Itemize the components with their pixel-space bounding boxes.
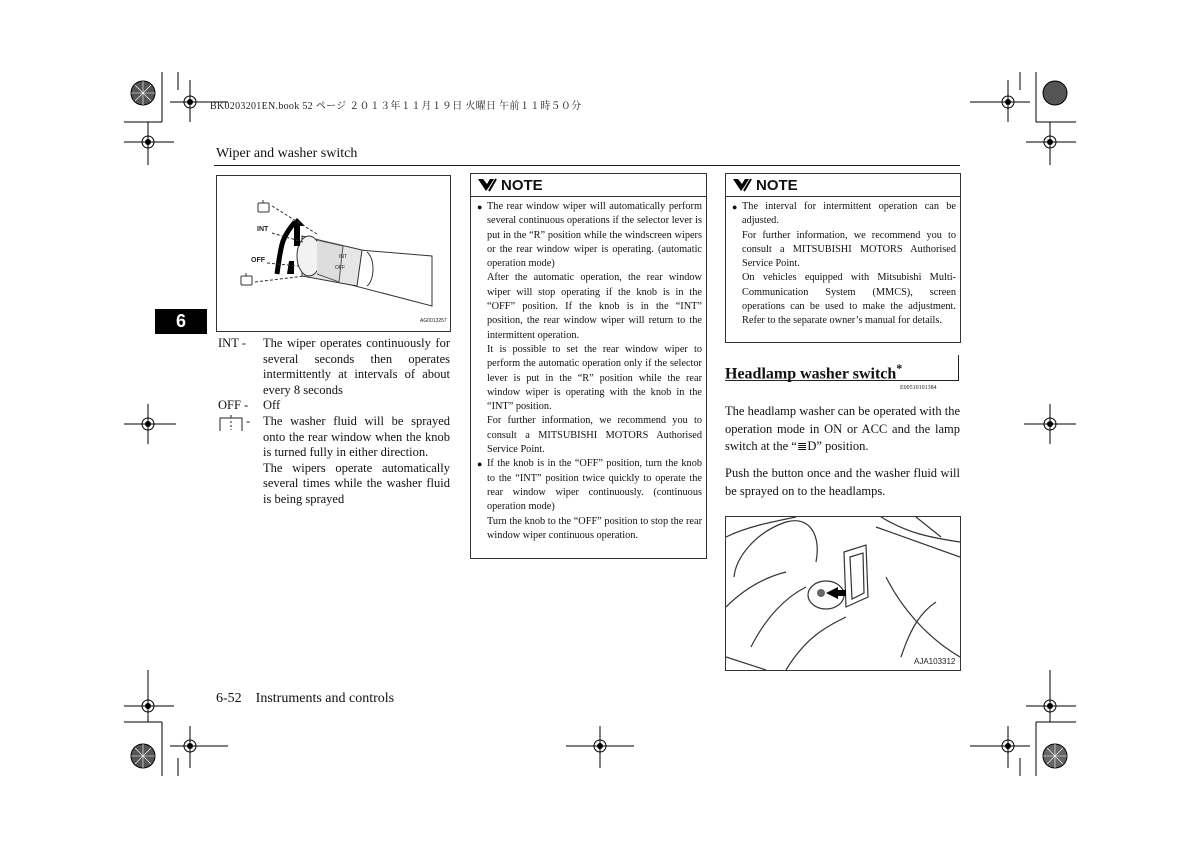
definition-row: [218, 461, 450, 508]
heading-text: Headlamp washer switch: [725, 365, 897, 383]
definition-row: [218, 336, 450, 398]
definition-desc: The wipers operate automatically several times while the washer fluid is being sprayed: [263, 460, 450, 506]
knob-off-label: OFF: [335, 265, 345, 271]
note-paragraph: Turn the knob to the “OFF” position to stop the rear window wiper continuous operation.: [487, 515, 702, 541]
bullet-dot: ●: [477, 459, 483, 470]
definition-term: [218, 461, 263, 508]
note-paragraph: If the knob is in the “OFF” position, turn the knob to the “INT” position twice quickly to operate the rear window wiper continuously. (continuous operation mode): [487, 458, 702, 513]
definition-row: [218, 398, 450, 414]
section-code: E00510101384: [900, 385, 937, 391]
note-header: [471, 174, 706, 197]
note-paragraph: After the automatic operation, the rear window wiper will stop operating if the knob is in the “OFF” position. If the knob is in the “INT” position, the rear window wiper will return to the intermittent operation.: [487, 272, 702, 341]
note-paragraph: The rear window wiper will automatically perform several continuous operations if the selector lever is put in the “R” position while the windscreen wipers or the rear window wiper is operating. (automatic operation mode): [487, 201, 702, 270]
print-info-header: BK0203201EN.book 52 ページ ２０１３年１１月１９日 火曜日 午前１１時５０分: [210, 101, 582, 112]
note-icon: [732, 177, 752, 193]
note-title: NOTE: [756, 176, 798, 194]
figure-code: AG0013257: [420, 318, 447, 324]
note-paragraph: On vehicles equipped with Mitsubishi Multi-Communication System (MMCS), screen operations can be used to make the adjustment. Refer to the separate owner’s manual for details.: [742, 272, 956, 327]
bullet-dot: ●: [732, 202, 738, 212]
definition-term: OFF -: [218, 398, 249, 413]
int-label: INT: [257, 226, 269, 233]
headlamp-washer-figure: [725, 516, 961, 671]
wiper-lever-figure: [216, 175, 451, 332]
rear-wiper-washer-icon: [258, 200, 269, 212]
note-bullet: [477, 457, 702, 543]
figure-code: AJA103312: [914, 657, 956, 666]
chapter-tab: 6: [155, 309, 207, 334]
off-label: OFF: [251, 257, 265, 264]
note-body: [471, 197, 706, 547]
headlamp-washer-heading: [725, 355, 959, 381]
definition-desc: The washer fluid will be sprayed onto the rear window when the knob is turned fully in either direction.: [263, 413, 450, 460]
page-number: 6-52: [216, 691, 242, 706]
note-bullet: [732, 200, 956, 329]
headlamp-paragraph-2: Push the button once and the washer fluid will be sprayed on to the headlamps.: [725, 466, 960, 498]
rear-wiper-washer-icon: [241, 273, 252, 285]
note-body: [726, 197, 960, 333]
wiper-definitions: [218, 336, 450, 508]
note-paragraph: For further information, we recommend you to consult a MITSUBISHI MOTORS Authorised Service Point.: [742, 229, 956, 270]
headlamp-symbol-icon: ≣D: [796, 439, 817, 453]
note-header: [726, 174, 960, 197]
definition-term: [218, 414, 263, 461]
note-box-rear-wiper: [470, 173, 707, 559]
paragraph-text-end: ” position.: [816, 439, 869, 453]
knob-int-label: INT: [339, 254, 348, 260]
note-box-interval: [725, 173, 961, 343]
optional-asterisk: *: [896, 361, 903, 375]
headlamp-paragraph-1: [725, 403, 960, 456]
header-rule: [214, 165, 960, 166]
note-title: NOTE: [501, 176, 543, 194]
chapter-title: Instruments and controls: [255, 691, 395, 706]
note-paragraph: The interval for intermittent operation can be adjusted.: [742, 201, 956, 227]
definition-term: INT -: [218, 336, 246, 350]
washer-icon: [218, 414, 244, 432]
section-title: Wiper and washer switch: [216, 146, 358, 161]
definition-term-dash: -: [246, 413, 251, 428]
definition-row: [218, 414, 450, 461]
paragraph-text: The headlamp washer can be operated with the operation mode in ON or ACC and the lamp switch at the “: [725, 404, 960, 453]
note-bullet: [477, 200, 702, 457]
note-paragraph: For further information, we recommend you to consult a MITSUBISHI MOTORS Authorised Service Point.: [487, 415, 702, 456]
note-paragraph: It is possible to set the rear window wiper to perform the automatic operation only if the selector lever is put in the “R” position while the rear window wiper is operating with the knob in the “INT” position.: [487, 343, 702, 413]
note-icon: [477, 177, 497, 193]
definition-desc: Off: [263, 398, 281, 413]
bullet-dot: ●: [477, 202, 483, 212]
page-footer: [216, 691, 408, 707]
definition-desc: The wiper operates continuously for several seconds then operates intermittently at intervals of about every 8 seconds: [263, 336, 450, 397]
